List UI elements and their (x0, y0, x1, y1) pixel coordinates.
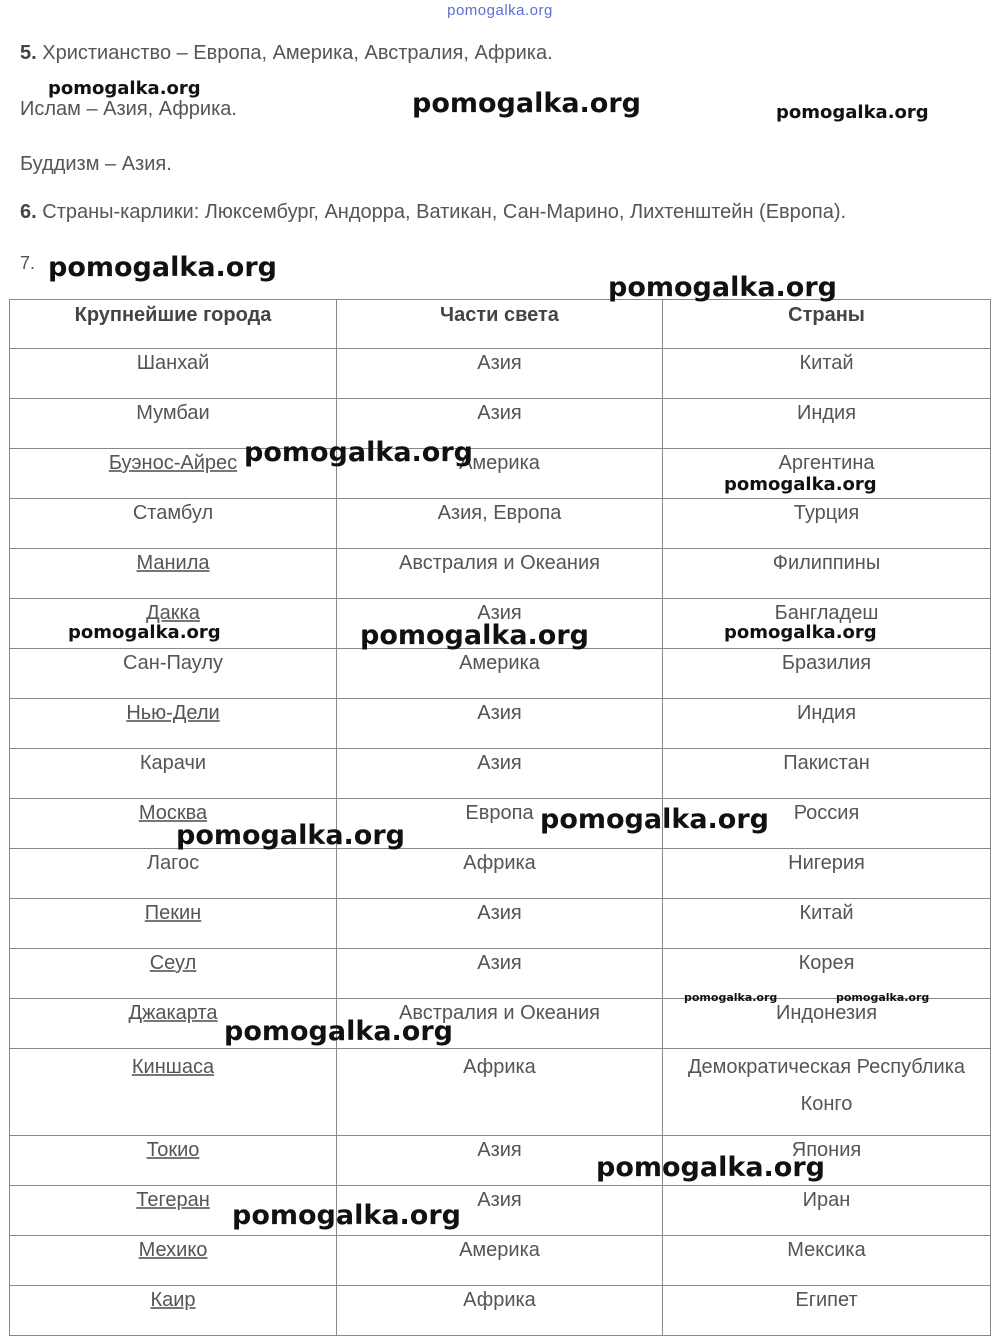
country-cell: Аргентина (663, 449, 991, 499)
table-header-row (10, 300, 991, 349)
table-row (10, 749, 991, 799)
table-row (10, 1236, 991, 1286)
table-row (10, 1049, 991, 1136)
country-line-1: Демократическая Республика (687, 1056, 966, 1078)
part-cell: Азия (337, 349, 663, 399)
part-cell: Америка (337, 1236, 663, 1286)
city-link[interactable]: Токио (146, 1139, 200, 1161)
city-link[interactable]: Джакарта (128, 1002, 218, 1024)
item-5 (20, 42, 553, 65)
country-cell: Бангладеш (663, 599, 991, 649)
country-cell: Индия (663, 399, 991, 449)
item-7-number: 7. (20, 253, 36, 273)
city-link[interactable]: Мехико (138, 1239, 208, 1261)
city-link[interactable]: Манила (136, 552, 210, 574)
part-cell: Австралия и Океания (337, 549, 663, 599)
country-cell: Иран (663, 1186, 991, 1236)
city-link[interactable]: Каир (150, 1289, 196, 1311)
city-cell[interactable] (10, 1136, 337, 1186)
country-cell: Индонезия (663, 999, 991, 1049)
part-cell: Азия (337, 1136, 663, 1186)
watermark: pomogalka.org (724, 474, 877, 495)
table-row (10, 549, 991, 599)
table-row (10, 499, 991, 549)
table-row (10, 399, 991, 449)
watermark: pomogalka.org (724, 622, 877, 643)
table-row (10, 699, 991, 749)
table-row (10, 1286, 991, 1336)
item-5-text: Христианство – Европа, Америка, Австралия, Африка. (42, 42, 553, 64)
city-cell: Стамбул (10, 499, 337, 549)
table-row (10, 1136, 991, 1186)
city-cell[interactable] (10, 699, 337, 749)
city-link[interactable]: Москва (138, 802, 208, 824)
city-link[interactable]: Буэнос-Айрес (108, 452, 238, 474)
item-6 (20, 201, 846, 224)
part-cell: Азия (337, 749, 663, 799)
part-cell: Азия (337, 399, 663, 449)
header-parts-of-world: Части света (337, 300, 663, 349)
country-cell: Бразилия (663, 649, 991, 699)
city-cell: Сан-Паулу (10, 649, 337, 699)
watermark: pomogalka.org (224, 1016, 453, 1047)
table-row (10, 649, 991, 699)
city-cell[interactable] (10, 1049, 337, 1136)
table-row (10, 799, 991, 849)
country-cell: Филиппины (663, 549, 991, 599)
watermark: pomogalka.org (48, 78, 201, 99)
country-cell: Япония (663, 1136, 991, 1186)
part-cell: Австралия и Океания (337, 999, 663, 1049)
country-cell: Пакистан (663, 749, 991, 799)
watermark: pomogalka.org (412, 88, 641, 119)
part-cell: Азия (337, 599, 663, 649)
country-cell: Нигерия (663, 849, 991, 899)
city-cell[interactable] (10, 549, 337, 599)
part-cell: Америка (337, 449, 663, 499)
table-row (10, 999, 991, 1049)
city-cell: Шанхай (10, 349, 337, 399)
watermark: pomogalka.org (360, 620, 589, 651)
watermark: pomogalka.org (608, 272, 837, 303)
table-row (10, 349, 991, 399)
city-cell[interactable] (10, 949, 337, 999)
city-cell[interactable] (10, 1236, 337, 1286)
country-line-2: Конго (800, 1093, 853, 1115)
part-cell: Азия (337, 899, 663, 949)
watermark: pomogalka.org (244, 437, 473, 468)
city-cell[interactable] (10, 899, 337, 949)
site-header[interactable]: pomogalka.org (447, 2, 553, 19)
city-link[interactable]: Дакка (146, 602, 200, 624)
country-cell: Китай (663, 349, 991, 399)
header-countries: Страны (663, 300, 991, 349)
watermark: pomogalka.org (68, 622, 221, 643)
part-cell: Азия (337, 1186, 663, 1236)
table-row (10, 849, 991, 899)
city-cell[interactable] (10, 1286, 337, 1336)
buddhism-line: Буддизм – Азия. (20, 153, 172, 175)
part-cell: Азия (337, 949, 663, 999)
watermark: pomogalka.org (684, 991, 778, 1004)
city-cell: Карачи (10, 749, 337, 799)
part-cell: Африка (337, 1286, 663, 1336)
header-cities: Крупнейшие города (10, 300, 337, 349)
watermark: pomogalka.org (48, 252, 277, 283)
country-cell: Турция (663, 499, 991, 549)
country-cell: Китай (663, 899, 991, 949)
city-cell: Мумбаи (10, 399, 337, 449)
watermark: pomogalka.org (596, 1152, 825, 1183)
watermark: pomogalka.org (540, 804, 769, 835)
city-link[interactable]: Тегеран (136, 1189, 210, 1211)
islam-line: Ислам – Азия, Африка. (20, 98, 237, 120)
city-link[interactable]: Пекин (144, 902, 202, 924)
country-cell (663, 1049, 991, 1136)
table-row (10, 899, 991, 949)
part-cell: Африка (337, 1049, 663, 1136)
item-6-number: 6. (20, 201, 37, 223)
part-cell: Азия, Европа (337, 499, 663, 549)
watermark: pomogalka.org (232, 1200, 461, 1231)
country-cell: Египет (663, 1286, 991, 1336)
country-cell: Мексика (663, 1236, 991, 1286)
city-link[interactable]: Киншаса (131, 1056, 215, 1078)
part-cell: Африка (337, 849, 663, 899)
table-row (10, 1186, 991, 1236)
part-cell: Америка (337, 649, 663, 699)
city-cell: Лагос (10, 849, 337, 899)
item-5-number: 5. (20, 42, 37, 64)
country-cell: Корея (663, 949, 991, 999)
part-cell: Европа (337, 799, 663, 849)
watermark: pomogalka.org (776, 102, 929, 123)
city-link[interactable]: Нью-Дели (126, 702, 220, 724)
city-link[interactable]: Сеул (149, 952, 197, 974)
part-cell: Азия (337, 699, 663, 749)
watermark: pomogalka.org (836, 991, 930, 1004)
cities-table (9, 299, 991, 1336)
watermark: pomogalka.org (176, 820, 405, 851)
country-cell: Индия (663, 699, 991, 749)
item-6-text: Страны-карлики: Люксембург, Андорра, Ватикан, Сан-Марино, Лихтенштейн (Европа). (42, 201, 847, 223)
country-cell: Россия (663, 799, 991, 849)
